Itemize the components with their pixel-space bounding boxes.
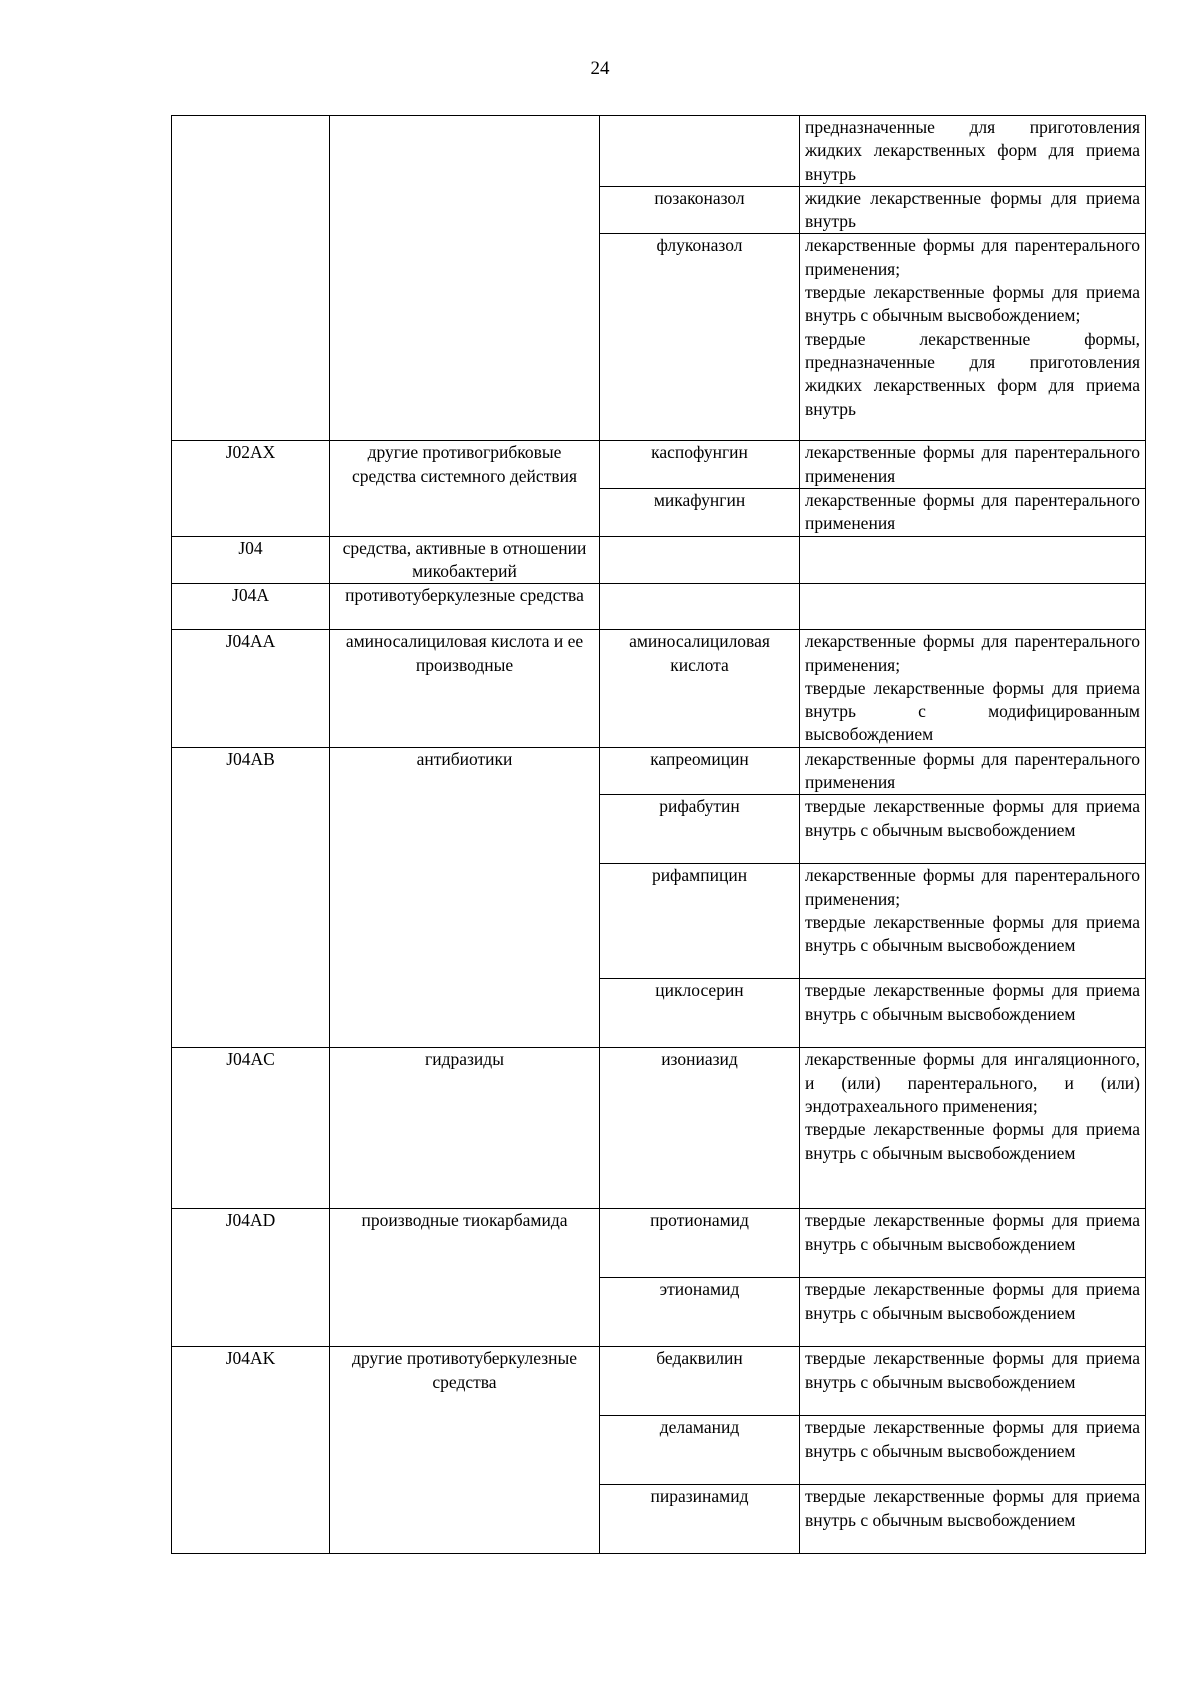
- dosage-form-cell: [800, 747, 1146, 795]
- table-row: [172, 1048, 1146, 1209]
- atc-code-cell: J04AA: [172, 630, 330, 747]
- dosage-form-text: лекарственные формы для парентерального применения;: [805, 631, 1140, 675]
- dosage-form-text: твердые лекарственные формы для приема внутрь с обычным высвобождением: [805, 980, 1140, 1024]
- dosage-form-text: твердые лекарственные формы для приема внутрь с обычным высвобождением: [805, 1417, 1140, 1461]
- dosage-form-cell: [800, 234, 1146, 441]
- dosage-form-cell: [800, 1416, 1146, 1485]
- dosage-form-text: твердые лекарственные формы для приема внутрь с модифицированным высвобождением: [805, 677, 1140, 745]
- anatomical-therapeutic-group-cell: средства, активные в отношении микобактерий: [330, 536, 600, 584]
- atc-code-cell: J04AD: [172, 1209, 330, 1347]
- atc-code-cell: J04AK: [172, 1347, 330, 1554]
- anatomical-therapeutic-group-cell: другие противотуберкулезные средства: [330, 1347, 600, 1554]
- page-number: 24: [590, 58, 610, 79]
- drug-name-cell: капреомицин: [600, 747, 800, 795]
- table-row: [172, 630, 1146, 747]
- dosage-form-cell: [800, 795, 1146, 864]
- dosage-form-text: твердые лекарственные формы для приема внутрь с обычным высвобождением: [805, 1119, 1140, 1163]
- dosage-form-cell: [800, 1485, 1146, 1554]
- anatomical-therapeutic-group-cell: другие противогрибковые средства системного действия: [330, 441, 600, 536]
- atc-code-cell: J04A: [172, 584, 330, 630]
- dosage-form-text: твердые лекарственные формы для приема внутрь с обычным высвобождением: [805, 796, 1140, 840]
- dosage-form-cell: [800, 536, 1146, 584]
- dosage-form-text: твердые лекарственные формы, предназначенные для приготовления жидких лекарственных форм для приема внутрь: [805, 328, 1140, 419]
- dosage-form-cell: [800, 1347, 1146, 1416]
- dosage-form-text: предназначенные для приготовления жидких лекарственных форм для приема внутрь: [805, 117, 1140, 184]
- dosage-form-cell: [800, 630, 1146, 747]
- anatomical-therapeutic-group-cell: аминосалициловая кислота и ее производные: [330, 630, 600, 747]
- dosage-form-text: твердые лекарственные формы для приема внутрь с обычным высвобождением: [805, 1210, 1140, 1254]
- dosage-form-text: твердые лекарственные формы для приема внутрь с обычным высвобождением;: [805, 282, 1140, 326]
- drug-name-cell: протионамид: [600, 1209, 800, 1278]
- drug-name-cell: этионамид: [600, 1278, 800, 1347]
- drug-name-cell: циклосерин: [600, 979, 800, 1048]
- dosage-form-text: лекарственные формы для парентерального применения: [805, 490, 1140, 534]
- anatomical-therapeutic-group-cell: антибиотики: [330, 747, 600, 1048]
- anatomical-therapeutic-group-cell: [330, 116, 600, 441]
- atc-code-cell: J04AC: [172, 1048, 330, 1209]
- drug-table: [171, 115, 1146, 1554]
- drug-name-cell: рифабутин: [600, 795, 800, 864]
- drug-name-cell: [600, 536, 800, 584]
- drug-name-cell: позаконазол: [600, 186, 800, 234]
- drug-name-cell: флуконазол: [600, 234, 800, 441]
- dosage-form-cell: [800, 1209, 1146, 1278]
- dosage-form-cell: [800, 116, 1146, 187]
- drug-name-cell: изониазид: [600, 1048, 800, 1209]
- table-row: [172, 116, 1146, 187]
- drug-name-cell: [600, 584, 800, 630]
- anatomical-therapeutic-group-cell: противотуберкулезные средства: [330, 584, 600, 630]
- dosage-form-text: жидкие лекарственные формы для приема внутрь: [805, 187, 1140, 232]
- drug-name-cell: пиразинамид: [600, 1485, 800, 1554]
- dosage-form-cell: [800, 441, 1146, 489]
- atc-code-cell: J04: [172, 536, 330, 584]
- dosage-form-cell: [800, 186, 1146, 234]
- table-row: [172, 747, 1146, 795]
- drug-name-cell: микафунгин: [600, 489, 800, 537]
- dosage-form-cell: [800, 489, 1146, 537]
- drug-name-cell: аминосалициловая кислота: [600, 630, 800, 747]
- atc-code-cell: J02AX: [172, 441, 330, 536]
- dosage-form-text: лекарственные формы для ингаляционного, и (или) парентерального, и (или) эндотрахеального применения;: [805, 1049, 1140, 1116]
- table-row: [172, 1347, 1146, 1416]
- table-row: [172, 536, 1146, 584]
- table-row: [172, 441, 1146, 489]
- dosage-form-text: лекарственные формы для парентерального применения;: [805, 865, 1140, 909]
- drug-name-cell: деламанид: [600, 1416, 800, 1485]
- dosage-form-cell: [800, 979, 1146, 1048]
- dosage-form-text: твердые лекарственные формы для приема внутрь с обычным высвобождением: [805, 1486, 1140, 1530]
- dosage-form-text: твердые лекарственные формы для приема внутрь с обычным высвобождением: [805, 1348, 1140, 1392]
- anatomical-therapeutic-group-cell: производные тиокарбамида: [330, 1209, 600, 1347]
- table-body: [172, 116, 1146, 1554]
- table-row: [172, 584, 1146, 630]
- atc-code-cell: J04AB: [172, 747, 330, 1048]
- anatomical-therapeutic-group-cell: гидразиды: [330, 1048, 600, 1209]
- drug-name-cell: [600, 116, 800, 187]
- drug-name-cell: каспофунгин: [600, 441, 800, 489]
- table-row: [172, 1209, 1146, 1278]
- dosage-form-text: лекарственные формы для парентерального применения: [805, 748, 1140, 793]
- dosage-form-cell: [800, 1048, 1146, 1209]
- dosage-form-text: лекарственные формы для парентерального применения;: [805, 235, 1140, 279]
- dosage-form-text: лекарственные формы для парентерального применения: [805, 442, 1140, 486]
- dosage-form-cell: [800, 864, 1146, 979]
- dosage-form-text: твердые лекарственные формы для приема внутрь с обычным высвобождением: [805, 1279, 1140, 1323]
- drug-name-cell: бедаквилин: [600, 1347, 800, 1416]
- dosage-form-cell: [800, 584, 1146, 630]
- atc-code-cell: [172, 116, 330, 441]
- dosage-form-text: твердые лекарственные формы для приема внутрь с обычным высвобождением: [805, 911, 1140, 956]
- dosage-form-cell: [800, 1278, 1146, 1347]
- drug-name-cell: рифампицин: [600, 864, 800, 979]
